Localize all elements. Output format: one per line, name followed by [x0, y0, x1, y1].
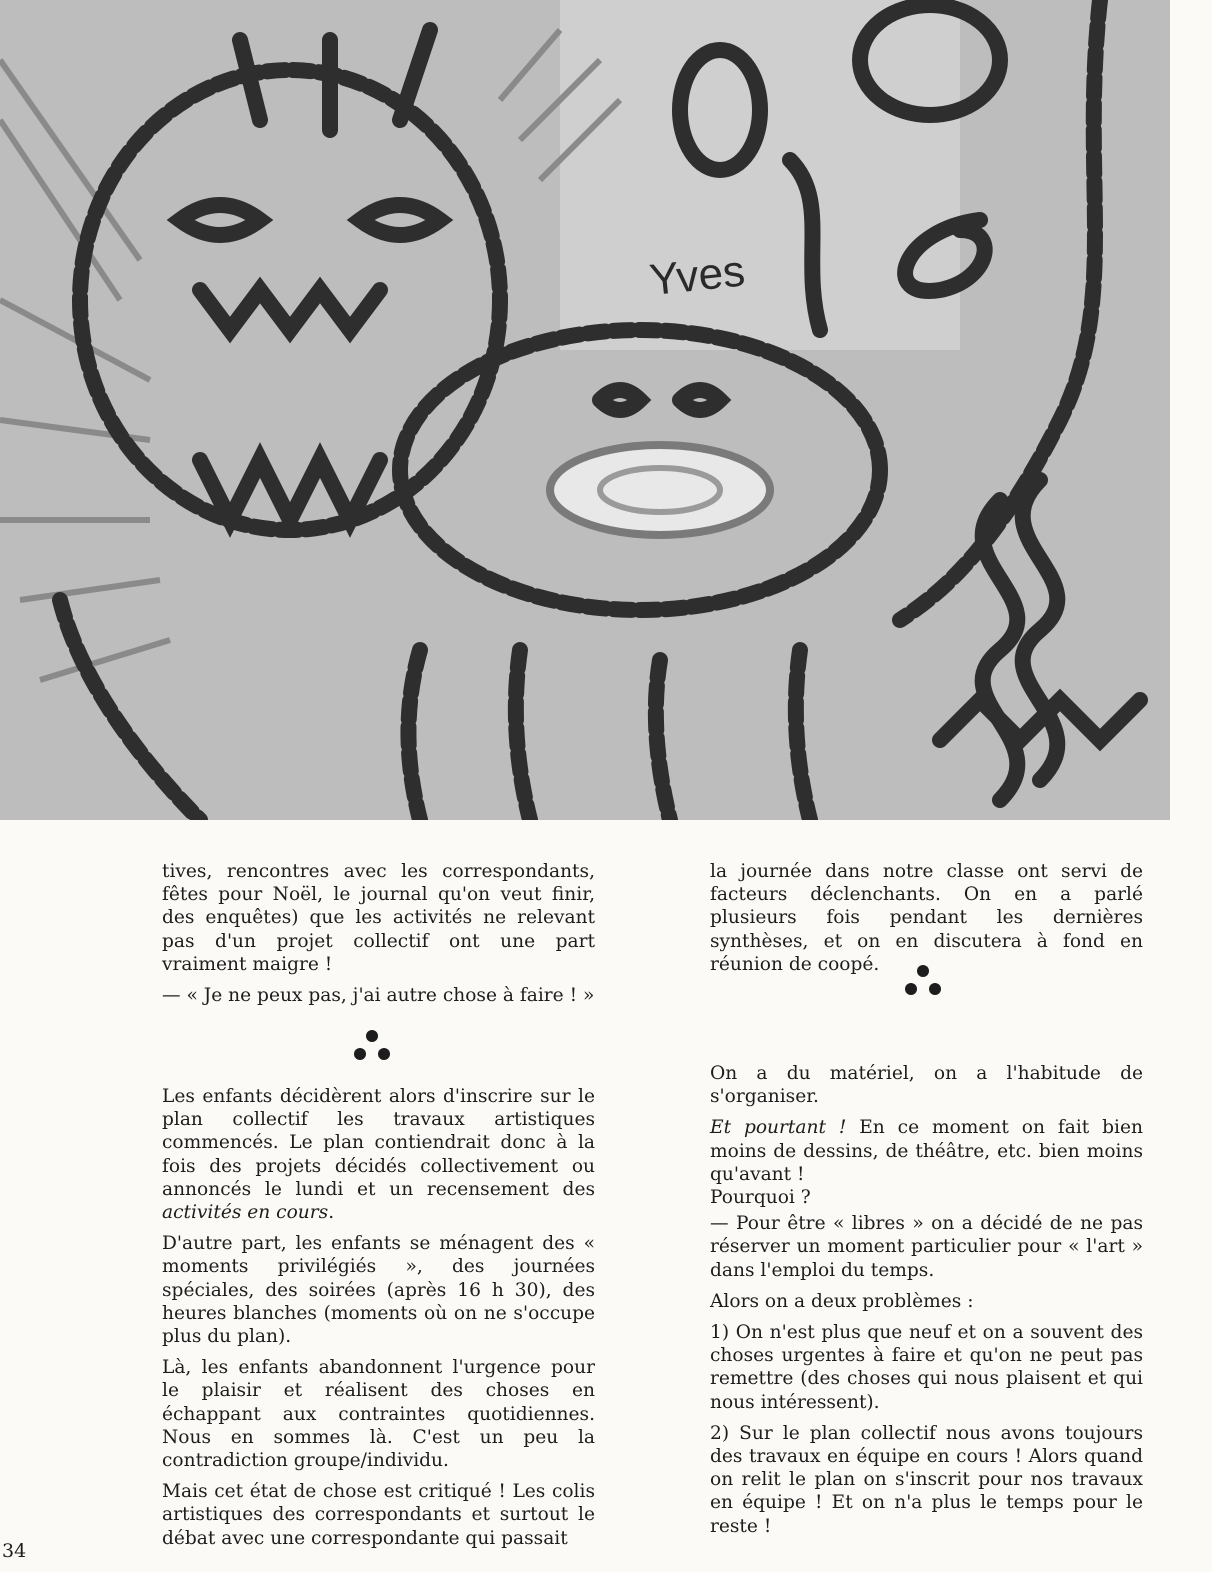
left-column-bottom — [162, 1085, 595, 1558]
page-number: 34 — [2, 1540, 27, 1562]
paragraph: On a du matériel, on a l'habitude de s'organiser. — [710, 1063, 1143, 1108]
left-column-top — [162, 860, 595, 1015]
paragraph: — Pour être « libres » on a décidé de ne pas réserver un moment particulier pour « l'art » dans l'emploi du temps. — [710, 1213, 1143, 1281]
paragraph: D'autre part, les enfants se ménagent des « moments privilégiés », des journées spéciales, des soirées (après 16 h 30), des heures blanches (moments où on ne s'occupe plus du plan). — [162, 1233, 595, 1348]
paragraph: 1) On n'est plus que neuf et on a souvent des choses urgentes à faire et qu'on ne peut pas remettre (des choses qui nous plaisent et qui nous intéressent). — [710, 1322, 1143, 1413]
paragraph: Là, les enfants abandonnent l'urgence pour le plaisir et réalisent des choses en échappant aux contraintes quotidiennes. Nous en sommes là. C'est un peu la contradiction groupe/individu. — [162, 1357, 595, 1472]
right-column-bottom — [710, 1062, 1143, 1546]
quote: — « Je ne peux pas, j'ai autre chose à faire ! » — [162, 985, 595, 1007]
paragraph: Et pourtant ! En ce moment on fait bien moins de dessins, de théâtre, etc. bien moins qu'avant ! Pourquoi ? — [710, 1117, 1143, 1209]
section-divider-icon — [352, 1030, 392, 1070]
section-divider-icon — [903, 965, 943, 1005]
paragraph: Alors on a deux problèmes : — [710, 1290, 974, 1312]
paragraph: Mais cet état de chose est critiqué ! Les colis artistiques des correspondants et surtout le débat avec une correspondante qui passait — [162, 1481, 595, 1549]
paragraph: Les enfants décidèrent alors d'inscrire sur le plan collectif les travaux artistiques commencés. Le plan contiendrait donc à la fois des projets décidés collectivement ou annoncés le lundi et un recensement des activités en cours. — [162, 1086, 595, 1224]
paragraph: 2) Sur le plan collectif nous avons toujours des travaux en équipe en cours ! Alors quand on relit le plan on s'inscrit pour nos travaux en équipe ! Et on n'a plus le temps pour le reste ! — [710, 1422, 1143, 1537]
paragraph: la journée dans notre classe ont servi de facteurs déclenchants. On en a parlé plusieurs fois pendant les dernières synthèses, et on en discutera à fond en réunion de coopé. — [710, 861, 1143, 975]
signature: Yves — [647, 246, 748, 306]
paragraph: tives, rencontres avec les correspondants, fêtes pour Noël, le journal qu'on veut finir, des enquêtes) que les activités ne relevant pas d'un projet collectif ont une part vraiment maigre ! — [162, 861, 595, 975]
